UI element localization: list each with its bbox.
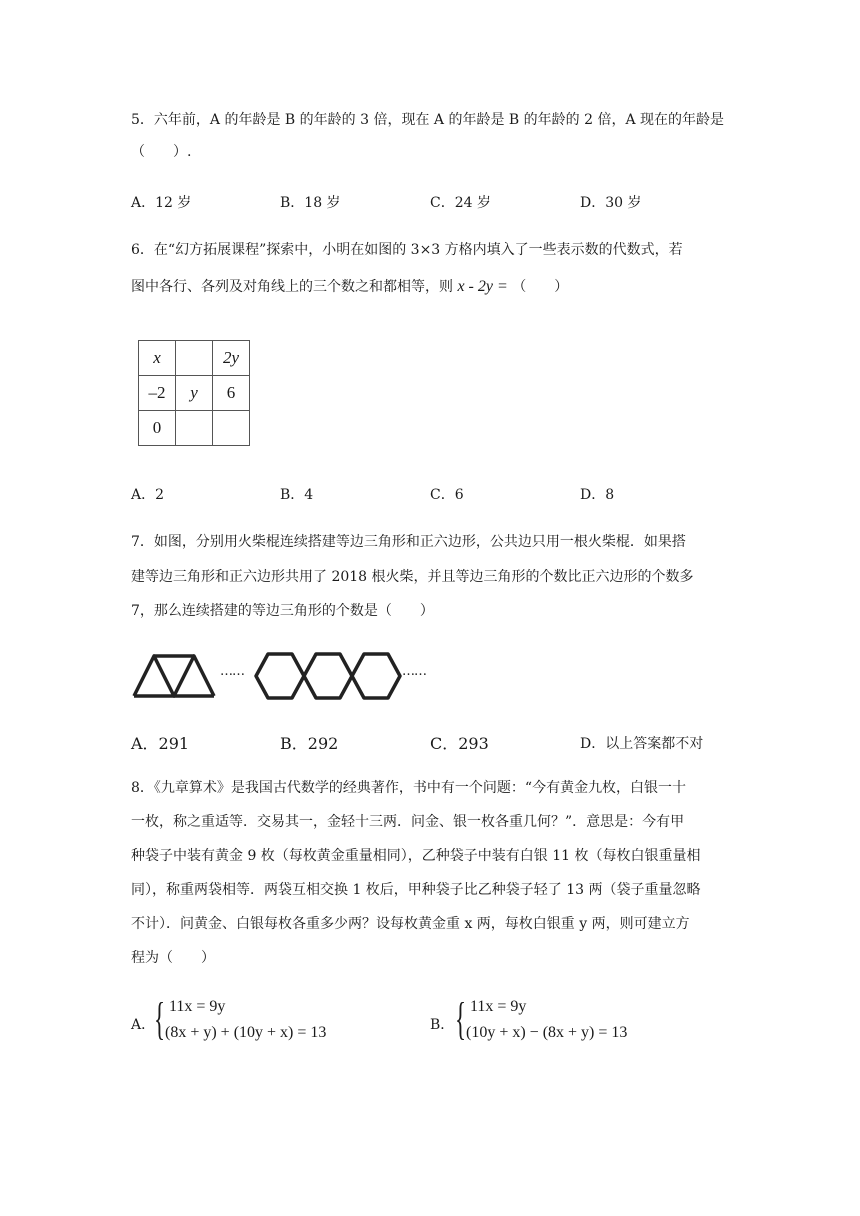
q8-option-a-eq2: (8x + y) + (10y + x) = 13	[165, 1024, 327, 1041]
grid-cell	[176, 411, 213, 446]
q5-option-b: B．18 岁	[280, 195, 341, 211]
q6-option-d: D．8	[580, 487, 615, 503]
q5-text-line2: （ ）.	[131, 144, 192, 160]
q8-option-b-eq2: (10y + x) − (8x + y) = 13	[466, 1024, 628, 1041]
q6-option-b: B．4	[280, 487, 314, 503]
brace-icon: {	[455, 993, 467, 1044]
q7-option-a: A．291	[131, 734, 190, 753]
q6-option-a: A．2	[131, 487, 165, 503]
q7-text-line1: 7．如图，分别用火柴棍连续搭建等边三角形和正六边形，公共边只用一根火柴棍．如果搭	[131, 534, 686, 550]
q5-option-c: C．24 岁	[430, 195, 491, 211]
q6-option-c: C．6	[430, 487, 464, 503]
grid-cell: 2y	[213, 341, 250, 376]
ellipsis-dots-2: ……	[402, 664, 426, 679]
grid-cell	[213, 411, 250, 446]
ellipsis-dots-1: ……	[220, 664, 244, 679]
q7-text-line2: 建等边三角形和正六边形共用了 2018 根火柴，并且等边三角形的个数比正六边形的个数多	[131, 569, 694, 585]
q6-expression: x - 2y =	[457, 278, 508, 295]
q5-option-d: D．30 岁	[580, 195, 642, 211]
q6-line2-tail: （ ）	[512, 279, 569, 295]
grid-cell: 6	[213, 376, 250, 411]
q5-option-a: A．12 岁	[131, 195, 192, 211]
q8-text-line2: 一枚，称之重适等．交易其一，金轻十三两．问金、银一枚各重几何？”．意思是：今有甲	[131, 814, 685, 830]
grid-cell: –2	[139, 376, 176, 411]
grid-cell: 0	[139, 411, 176, 446]
q8-text-line6: 程为（ ）	[131, 950, 215, 966]
q8-option-b-label: B．	[430, 1017, 455, 1033]
q6-text-line1: 6．在“幻方拓展课程”探索中，小明在如图的 3×3 方格内填入了一些表示数的代数式，若	[131, 242, 683, 258]
q7-text-line3: 7，那么连续搭建的等边三角形的个数是（ ）	[131, 603, 434, 619]
q5-text-line1: 5．六年前，A 的年龄是 B 的年龄的 3 倍，现在 A 的年龄是 B 的年龄的 2 倍，A 现在的年龄是	[131, 112, 725, 128]
q8-option-b-eq1: 11x = 9y	[470, 998, 527, 1015]
q7-option-b: B．292	[280, 734, 339, 753]
magic-square-grid	[138, 340, 250, 446]
q8-text-line4: 同），称重两袋相等．两袋互相交换 1 枚后，甲种袋子比乙种袋子轻了 13 两（袋子重量忽略	[131, 882, 701, 898]
q8-option-a-eq1: 11x = 9y	[169, 998, 226, 1015]
grid-cell	[176, 341, 213, 376]
q8-text-line1: 8．《九章算术》是我国古代数学的经典著作，书中有一个问题：“今有黄金九枚，白银一十	[131, 780, 687, 796]
q6-text-line2	[131, 277, 568, 297]
brace-icon: {	[154, 993, 166, 1044]
q8-text-line3: 种袋子中装有黄金 9 枚（每枚黄金重量相同），乙种袋子中装有白银 11 枚（每枚白银重量相	[131, 848, 701, 864]
q6-line2-text: 图中各行、各列及对角线上的三个数之和都相等，则	[131, 279, 453, 295]
q7-option-c: C．293	[430, 734, 489, 753]
grid-cell: x	[139, 341, 176, 376]
q8-option-a-label: A．	[131, 1017, 156, 1033]
hexagons-figure	[256, 654, 400, 698]
q7-option-d: D．以上答案都不对	[580, 736, 704, 752]
triangles-figure	[134, 656, 214, 696]
q8-text-line5: 不计）．问黄金、白银每枚各重多少两？设每枚黄金重 x 两，每枚白银重 y 两，则可建立方	[131, 916, 690, 932]
grid-cell: y	[176, 376, 213, 411]
